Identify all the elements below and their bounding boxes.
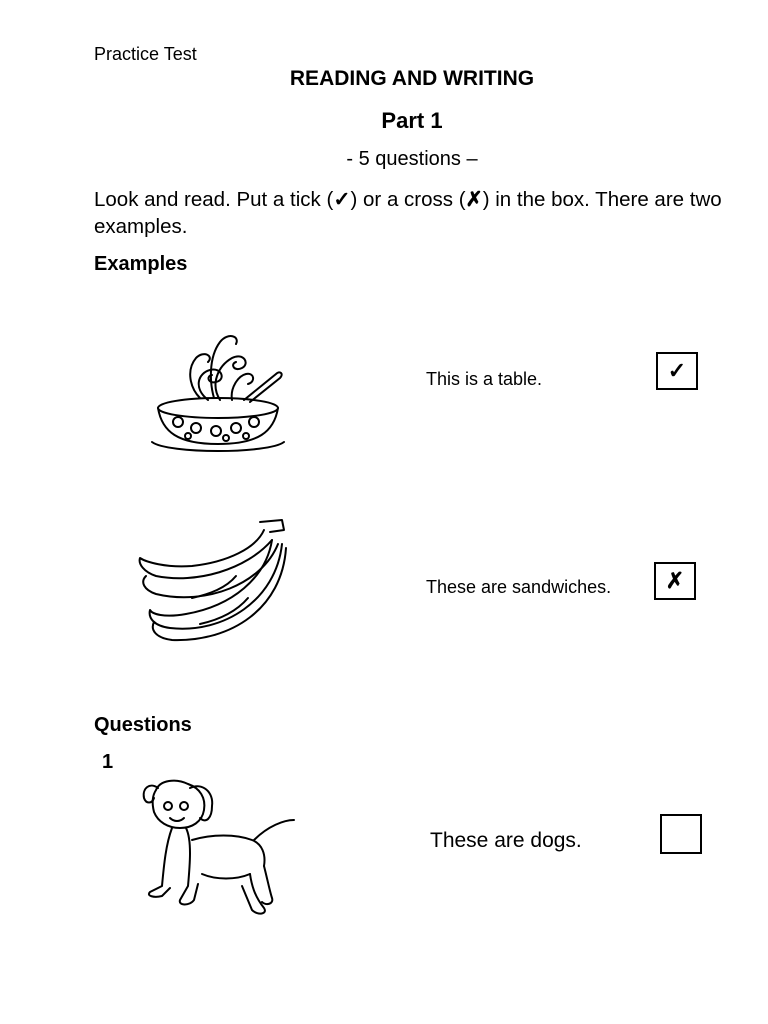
instructions-text-3: ) in the box. There are two examples. — [94, 188, 722, 238]
instructions-text-2: ) or a cross ( — [350, 188, 466, 211]
dog-icon — [136, 774, 296, 924]
example-2-sentence: These are sandwiches. — [426, 577, 612, 597]
example-1-sentence: This is a table. — [426, 369, 543, 389]
bowl-of-soup-icon — [148, 318, 288, 458]
question-1-number: 1 — [102, 751, 114, 773]
instructions-text-1: Look and read. Put a tick ( — [94, 188, 334, 211]
cross-symbol: ✗ — [465, 188, 483, 211]
part-heading: Part 1 — [381, 108, 443, 133]
instructions — [94, 186, 744, 240]
examples-heading: Examples — [94, 253, 188, 275]
question-count: - 5 questions – — [346, 148, 478, 170]
example-2-answer-box[interactable]: ✗ — [654, 562, 696, 600]
bananas-icon — [136, 518, 292, 642]
question-1-answer-box[interactable] — [660, 814, 702, 854]
page-title: READING AND WRITING — [289, 67, 535, 90]
questions-heading: Questions — [94, 714, 192, 736]
example-1-answer-box[interactable]: ✓ — [656, 352, 698, 390]
header-label: Practice Test — [94, 44, 197, 64]
tick-symbol: ✓ — [333, 188, 351, 211]
question-1-sentence: These are dogs. — [430, 829, 582, 852]
